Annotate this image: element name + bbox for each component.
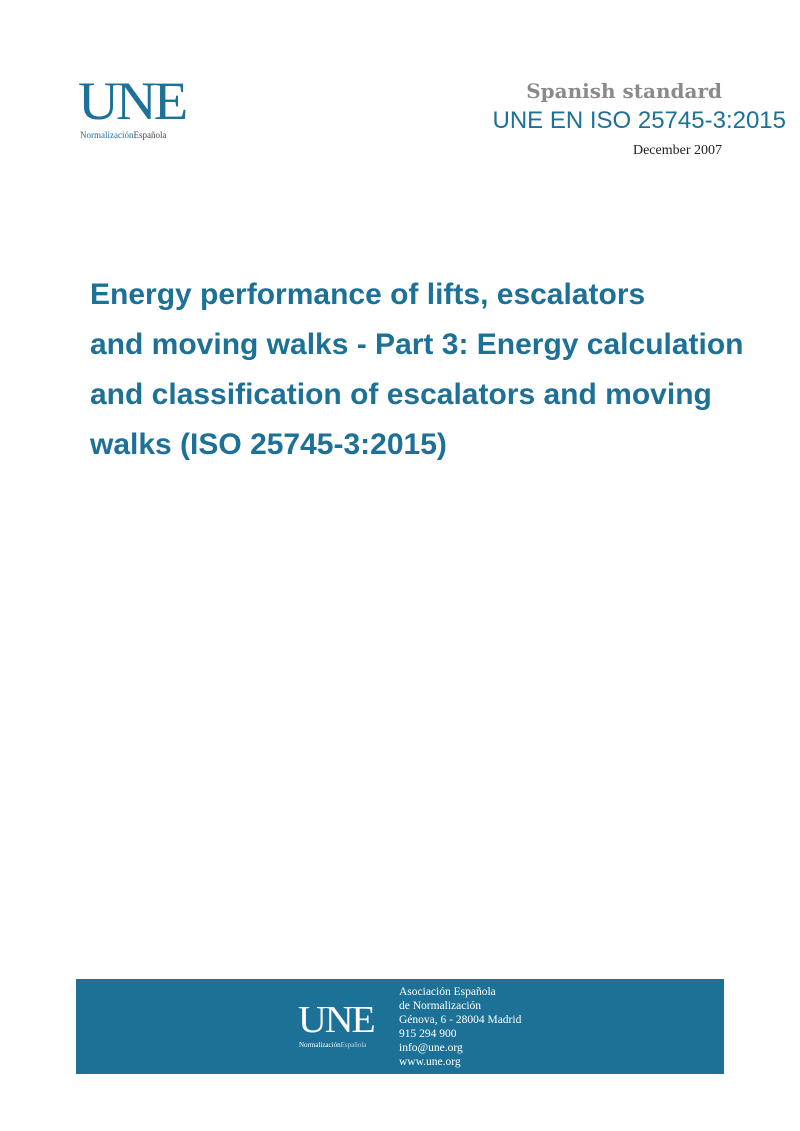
- standard-type-block: [526, 78, 722, 104]
- org-name-line-1: Asociación Española: [399, 986, 496, 998]
- logo-sub-normalizacion: Normalización: [80, 130, 134, 140]
- une-logo-mark: UNE: [78, 71, 186, 131]
- une-logo-subtitle: [80, 130, 166, 140]
- org-website[interactable]: www.une.org: [399, 1056, 461, 1068]
- title-line-2: and moving walks - Part 3: Energy calculation: [90, 328, 744, 361]
- footer-logo-sub-normalizacion: Normalización: [299, 1041, 341, 1049]
- footer-logo-subtitle: [299, 1041, 366, 1049]
- footer-une-logo: [298, 1001, 388, 1051]
- footer-band: [76, 979, 724, 1074]
- footer-logo-mark: UNE: [298, 999, 374, 1041]
- contact-info: [399, 985, 521, 1069]
- standard-code: UNE EN ISO 25745-3:2015: [492, 107, 786, 134]
- title-line-1: Energy performance of lifts, escalators: [90, 278, 646, 311]
- standard-date: December 2007: [632, 143, 722, 158]
- org-email[interactable]: info@une.org: [399, 1042, 463, 1054]
- document-title: [90, 270, 770, 470]
- title-line-4: walks (ISO 25745-3:2015): [90, 428, 447, 461]
- standard-type: Spanish standard: [526, 79, 722, 103]
- une-logo: [78, 71, 198, 144]
- org-name-line-2: de Normalización: [399, 1000, 482, 1012]
- org-address: Génova, 6 - 28004 Madrid: [399, 1014, 522, 1026]
- title-line-3: and classification of escalators and moving: [90, 378, 712, 411]
- logo-sub-espanola: Española: [133, 130, 167, 140]
- footer-logo-sub-espanola: Española: [340, 1041, 367, 1049]
- org-phone: 915 294 900: [399, 1028, 457, 1040]
